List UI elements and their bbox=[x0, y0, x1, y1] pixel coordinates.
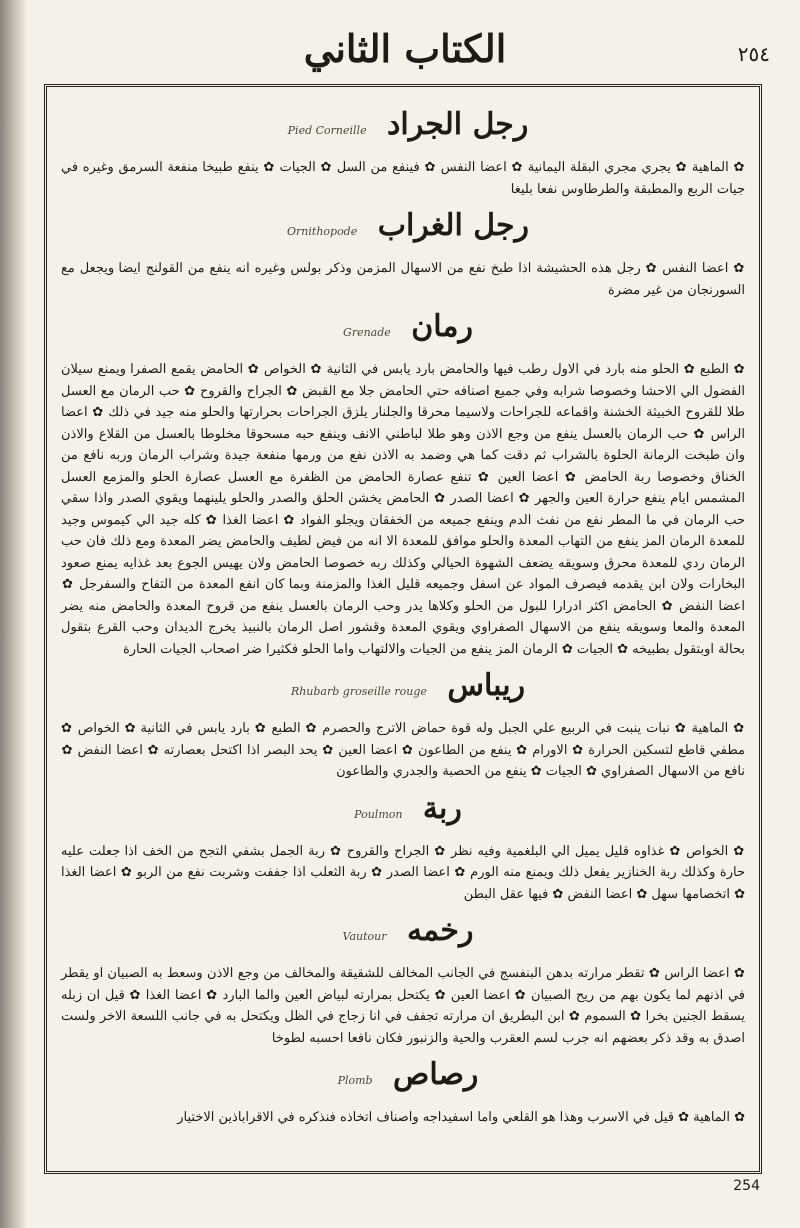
entry-title bbox=[61, 1055, 745, 1101]
entry-title-annotation: Poulmon bbox=[354, 807, 403, 821]
entry-line: ويقوي المعدة وقشور اصل الرمان بالنبيذ يخرج الديدان وحب القرع بتقول بحالة اوبتقول بطبيخه ✿ الجيات ✿ bbox=[61, 620, 745, 657]
entry-line: الحصبة والجدري والطاعون bbox=[336, 764, 481, 779]
entry-title-annotation: Ornithopode bbox=[287, 225, 358, 238]
entry-line: الصفرا ويمنع سيلان الفضول الي الاحشا وخصوصا شرابه وفي جميع اصنافه حتي الحامض جلا مع القبض ✿ الجراح bbox=[61, 362, 746, 399]
entry-title bbox=[61, 789, 745, 835]
entry-line: وبما كان انفع المعدة من التفاح والسفرجل ✿ اعضا النفض ✿ الحامض اكثر ادرارا للبول من الحلو وكلاها bbox=[61, 577, 745, 614]
entry-title-annotation: Grenade bbox=[343, 326, 391, 339]
book-spine-shadow bbox=[0, 0, 26, 1228]
entry-line: ✿ الماهية ✿ نبات ينبت في الربيع علي الجبل وله قوة حماض الاترج والحصرم ✿ الطبع ✿ بارد يابس في bbox=[170, 721, 745, 736]
entry-line: يدر وحب الرمان بالعسل ينفع من قروح المعدة والحامض منه يضر المعدة والمعا وسويقه ينفع من الاسهال الصفراوي bbox=[61, 598, 745, 635]
entry-line: طلا لباطني الانف وينفع حبه مسحوقا مخلوطا بالعسل من القلاع والاذن وان طبخت الرمانة الحلوة بالشراب ثم دقت bbox=[61, 426, 745, 463]
entry-title-arabic: ربة bbox=[422, 790, 462, 826]
entry-line: ولان يهيس الجوع بعد غذايه يمنع صعود البخارات ولان ابن يقدمه فيصرف المواد عن اسفل وجميعه قليل الغذا والمزمنة bbox=[61, 555, 745, 592]
entry-title-arabic: رصاص bbox=[393, 1057, 479, 1092]
entry-line: الجراحات بحرارتها والحلو منه جيد في ذلك ✿ اعضا الراس ✿ حب الرمان بالعسل ينفع من وجع الاذن وهو bbox=[61, 405, 745, 442]
entry-rijl-al-jarad bbox=[61, 105, 745, 200]
entry-body bbox=[61, 359, 745, 660]
entry-ria bbox=[61, 789, 745, 906]
entry-line: ✿ الماهية ✿ قيل في الاسرب وهذا هو القلعي واما اسفيداجه واصناف اتخاذه فنذكره في الاقراباذين bbox=[214, 1110, 745, 1125]
entry-title-annotation: Rhubarb groseille rouge bbox=[290, 685, 427, 698]
entry-line: ✿ اعضا العين ✿ تنفع عصارة الحامض من الظفرة مع العسل عصارة الحلو والمزمع العسل المشمس ايام ينفع bbox=[61, 469, 745, 506]
entry-title-annotation: Plomb bbox=[337, 1074, 373, 1087]
entry-line: ✿ الماهية ✿ يجري مجري البقلة اليمانية ✿ اعضا النفس ✿ فينفع من السل ✿ الجيات ✿ ينفع bbox=[232, 160, 745, 175]
entry-line: الرمان المز ينفع من الجيات والالتهاب واما الحلو فكثيرا ضر اصحاب الجيات الحارة bbox=[122, 641, 558, 657]
entry-title-arabic: ريباس bbox=[447, 668, 526, 703]
entry-line: ✿ اعضا الراس ✿ تقطر مرارته بدهن البنفسج في الجانب المخالف للشقيقة والمخالف من وجع الاذن وسعط به bbox=[147, 966, 745, 981]
entry-title bbox=[61, 105, 745, 151]
entry-line: يضر المعدة ومع ذلك فان حب الرمان ردي للمعدة محرق وسويقه يضعف الشهوة الحيالي وكذلك ربه خصوصا الحامض bbox=[61, 534, 746, 571]
entry-line: طبيخا منفعة السرمق وغيره في جيات الربع والمطبقة والطرطاوس نفعا بليغا bbox=[61, 160, 745, 197]
entry-title-annotation: Pied Corneille bbox=[287, 124, 367, 137]
entry-title-arabic: رمان bbox=[411, 309, 473, 344]
entry-rumman bbox=[61, 307, 745, 660]
entry-line: ✿ الطبع ✿ الحلو منه بارد في الاول رطب فيها والحامض بارد يابس في الثانية ✿ الخواص ✿ الحامض يقمع bbox=[166, 362, 745, 377]
entry-title bbox=[61, 206, 745, 252]
text-frame bbox=[44, 84, 762, 1174]
entry-title-arabic: رجل الغراب bbox=[377, 208, 529, 243]
entry-line: والقروح ✿ حب الرمان مع العسل طلا للقروح الخبيثة الخشنة واقماعه للجراحات ولاسيما محرقا والجلنار يلزق bbox=[61, 383, 745, 420]
entry-body bbox=[61, 258, 745, 301]
entry-body bbox=[61, 963, 745, 1049]
entry-rakhama bbox=[61, 911, 745, 1049]
entry-line: الثانية ✿ الخواص ✿ مطفي قاطع لتسكين الحرارة ✿ الاورام ✿ ينفع من الطاعون ✿ اعضا العين ✿ bbox=[61, 721, 745, 758]
entry-line: الاختيار bbox=[177, 1110, 215, 1125]
entry-title-arabic: رخمه bbox=[406, 913, 474, 948]
entry-rasas bbox=[61, 1055, 745, 1129]
entry-title-arabic: رجل الجراد bbox=[387, 107, 529, 142]
entry-line: الصبيان او يقطر في اذنهم لما يكون بهم من ريح الصبيان ✿ اعضا العين ✿ يكتحل بمرارته لبياض العين والما bbox=[61, 966, 745, 1003]
entry-line: كما هي وضمد به الاذن نفع من ورمها منفعة جيدة وشراب الرمان وربه نافع من الخناق وخصوصا ربة الحامض bbox=[61, 448, 745, 485]
running-header bbox=[40, 18, 770, 78]
entry-line: في انا زجاج في الظل ويكتحل به في جانب اللسعة الاخر ولست اصدق به وقد ذكر بعضهم انه جرب لسم العقرب bbox=[61, 1009, 745, 1046]
entry-title bbox=[61, 666, 745, 712]
entry-line: البارد ✿ اعضا الغذا ✿ قيل ان زبله يسقط الجنين بخرا ✿ السموم ✿ ابن البطريق ان مرارته تجفف bbox=[61, 987, 745, 1024]
entry-ribas bbox=[61, 666, 745, 783]
entry-body bbox=[61, 157, 745, 200]
entry-title-annotation: Vautour bbox=[342, 930, 387, 943]
entry-body bbox=[61, 841, 745, 906]
entry-title bbox=[61, 911, 745, 957]
entry-body bbox=[61, 718, 745, 783]
entry-line: اذا جففت وشربت نفع من الربو ✿ اعضا الغذا ✿ اتخصامها سهل ✿ اعضا النفض ✿ فيها عقل البطن bbox=[61, 865, 745, 902]
entry-rijl-al-ghurab bbox=[61, 206, 745, 301]
entry-line: يحد البصر اذا اكتحل بعصارته ✿ اعضا النفض ✿ نافع من الاسهال الصفراوي ✿ الجيات ✿ ينفع من bbox=[61, 742, 745, 779]
entry-line: حرارة العين والجهر ✿ اعضا الصدر ✿ الحامض يخشن الحلق والصدر والحلو يلينهما ويقوي الصدر واذا سقي حب bbox=[61, 491, 746, 528]
page-number-top: ٢٥٤ bbox=[737, 42, 770, 66]
entry-line: اذا جعلت عليه حارة وكذلك ربة الخنازير يفعل ذلك ويمنع منه الورم ✿ اعضا الصدر ✿ ربة الثعلب bbox=[61, 843, 745, 880]
entry-line: ✿ الخواص ✿ غذاوه قليل يميل الي البلغمية وفيه نظر ✿ الجراح والقروح ✿ ربة الجمل بشفي التجح من الخف bbox=[137, 843, 745, 859]
entry-line: كيموس وجيد للمعدة الرمان المز ينفع من التهاب المعدة والحلو موافق للمعدة الا انه من فيض لطيف والحامض bbox=[61, 512, 745, 549]
entry-title bbox=[61, 307, 745, 353]
entry-body bbox=[61, 1107, 745, 1129]
book-title: الكتاب الثاني bbox=[303, 26, 507, 71]
entry-line: والحية والزنبور فكان نافعا احسبه لطوخا bbox=[271, 1030, 486, 1046]
entry-line: ايضا ويجعل مع السورنجان من غير مضرة bbox=[61, 261, 745, 298]
entry-line: ✿ اعضا النفس ✿ رجل هذه الحشيشة اذا طبخ نفع من الاسهال المزمن وذكر بولس وغيره انه ينفع من القولنج bbox=[140, 261, 746, 276]
entry-line: الرمان في ما المطر نفع من نفث الدم وينفع جميعه من الخفقان ويجلو الفواد ✿ اعضا الغذا ✿ كله جيد الي bbox=[131, 512, 720, 528]
page-number-bottom: 254 bbox=[733, 1178, 760, 1194]
